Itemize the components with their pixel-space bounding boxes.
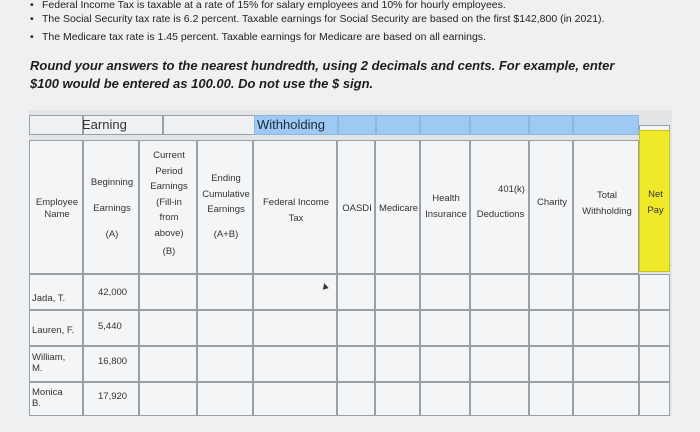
oasdi-input[interactable] (337, 382, 375, 416)
oasdi-input[interactable] (337, 310, 375, 346)
employee-name: M. (32, 363, 43, 374)
net-pay-input[interactable] (639, 310, 670, 346)
header-text: Charity (536, 197, 568, 208)
bullet-item (30, 0, 506, 12)
health-insurance-input[interactable] (420, 274, 470, 310)
total-withholding-input[interactable] (573, 346, 639, 382)
header-text: (A) (105, 229, 119, 240)
bullet-dot-icon: • (30, 0, 34, 11)
401k-input[interactable] (470, 310, 529, 346)
group-header-cell (338, 115, 376, 135)
beginning-earnings-value: 17,920 (98, 391, 128, 402)
group-header-cell (420, 115, 470, 135)
header-medicare (375, 140, 420, 274)
group-header-cell (470, 115, 529, 135)
header-text: Net (648, 189, 663, 200)
bullet-dot-icon: • (30, 31, 34, 43)
401k-input[interactable] (470, 274, 529, 310)
federal-tax-input[interactable] (253, 310, 337, 346)
table-row-beginning (83, 382, 139, 416)
header-total-withholding (573, 140, 639, 274)
header-text: Insurance (425, 209, 467, 220)
group-header-withholding (254, 115, 338, 135)
header-ending-cumulative (197, 140, 253, 274)
header-text: from (159, 212, 179, 223)
header-text: (A+B) (213, 228, 239, 240)
total-withholding-input[interactable] (573, 274, 639, 310)
net-pay-input[interactable] (639, 346, 670, 382)
employee-name: William, (32, 352, 66, 363)
header-text: (B) (162, 246, 176, 257)
header-text: Earnings (207, 204, 245, 215)
header-text: Total (596, 190, 618, 201)
header-text: (Fill-in (156, 196, 182, 208)
employee-name: Monica (32, 387, 63, 398)
header-text: Tax (288, 213, 304, 224)
header-beginning-earnings (83, 140, 139, 274)
medicare-input[interactable] (375, 382, 420, 416)
charity-input[interactable] (529, 382, 573, 416)
header-current-period (139, 140, 197, 274)
payroll-table (29, 110, 672, 416)
current-earnings-input[interactable] (139, 310, 197, 346)
header-text: Period (155, 165, 183, 177)
total-withholding-input[interactable] (573, 382, 639, 416)
health-insurance-input[interactable] (420, 310, 470, 346)
header-employee-name (29, 140, 83, 274)
instructions (30, 57, 670, 93)
ending-cumulative-input[interactable] (197, 310, 253, 346)
header-text: Medicare (378, 203, 419, 214)
group-header-earning (83, 115, 163, 135)
header-text: Beginning (90, 177, 134, 188)
table-row-name (29, 382, 83, 416)
net-pay-input[interactable] (639, 382, 670, 416)
401k-input[interactable] (470, 346, 529, 382)
header-text: above) (154, 227, 184, 239)
header-net-pay (639, 130, 670, 272)
table-row-beginning (83, 274, 139, 310)
current-earnings-input[interactable] (139, 274, 197, 310)
table-row-name (29, 310, 83, 346)
header-text: Federal Income (262, 197, 329, 208)
group-header-cell (573, 115, 639, 135)
table-row-name (29, 346, 83, 382)
header-text: OASDI (342, 203, 372, 214)
header-text: Ending (211, 173, 241, 184)
employee-name: B. (32, 398, 41, 409)
header-charity (529, 140, 573, 274)
header-text: Employee (35, 197, 79, 208)
header-text: Name (44, 209, 70, 220)
employee-name: Jada, T. (32, 293, 66, 304)
header-text: Health (432, 193, 460, 204)
header-text: Earnings (150, 181, 188, 192)
charity-input[interactable] (529, 310, 573, 346)
header-oasdi (337, 140, 375, 274)
federal-tax-input[interactable] (253, 346, 337, 382)
federal-tax-input[interactable] (253, 382, 337, 416)
instructions-line: $100 would be entered as 100.00. Do not use the $ sign. (30, 76, 374, 91)
group-header-blank (29, 115, 83, 135)
header-401k-deductions (470, 140, 529, 274)
oasdi-input[interactable] (337, 346, 375, 382)
bullet-text: The Social Security tax rate is 6.2 percent. Taxable earnings for Social Security are based on the first $142,800 (in 2021). (42, 13, 605, 25)
table-row-beginning (83, 310, 139, 346)
charity-input[interactable] (529, 274, 573, 310)
beginning-earnings-value: 42,000 (98, 287, 128, 298)
table-row-beginning (83, 346, 139, 382)
total-withholding-input[interactable] (573, 310, 639, 346)
header-text: Withholding (582, 206, 632, 217)
ending-cumulative-input[interactable] (197, 274, 253, 310)
federal-tax-input[interactable] (253, 274, 337, 310)
header-text: Cumulative (202, 188, 250, 200)
bullet-dot-icon: • (30, 13, 34, 25)
medicare-input[interactable] (375, 274, 420, 310)
header-text: Earnings (93, 203, 131, 214)
ending-cumulative-input[interactable] (197, 382, 253, 416)
bullet-text: The Medicare tax rate is 1.45 percent. Taxable earnings for Medicare are based on all earnings. (42, 31, 486, 43)
beginning-earnings-value: 5,440 (98, 321, 122, 332)
bullet-item (30, 31, 486, 44)
header-text: Deductions (476, 209, 525, 220)
401k-input[interactable] (470, 382, 529, 416)
header-text: 401(k) (498, 184, 525, 195)
group-header-cell (163, 115, 255, 135)
bullet-item (30, 13, 604, 26)
bullet-text: Federal Income Tax is taxable at a rate of 15% for salary employees and 10% for hourly employees. (42, 0, 506, 11)
oasdi-input[interactable] (337, 274, 375, 310)
employee-name: Lauren, F. (32, 325, 75, 336)
group-header-cell (529, 115, 573, 135)
table-row-name (29, 274, 83, 310)
current-earnings-input[interactable] (139, 382, 197, 416)
withholding-group-label: Withholding (257, 117, 325, 132)
beginning-earnings-value: 16,800 (98, 356, 128, 367)
earning-group-label: Earning (82, 117, 127, 132)
current-earnings-input[interactable] (139, 346, 197, 382)
medicare-input[interactable] (375, 310, 420, 346)
medicare-input[interactable] (375, 346, 420, 382)
header-federal-income-tax (253, 140, 337, 274)
health-insurance-input[interactable] (420, 346, 470, 382)
header-health-insurance (420, 140, 470, 274)
header-text: Pay (647, 205, 664, 216)
instructions-line: Round your answers to the nearest hundredth, using 2 decimals and cents. For example, enter (30, 58, 615, 73)
charity-input[interactable] (529, 346, 573, 382)
health-insurance-input[interactable] (420, 382, 470, 416)
ending-cumulative-input[interactable] (197, 346, 253, 382)
header-text: Current (153, 150, 185, 161)
group-header-cell (376, 115, 420, 135)
net-pay-input[interactable] (639, 274, 670, 310)
